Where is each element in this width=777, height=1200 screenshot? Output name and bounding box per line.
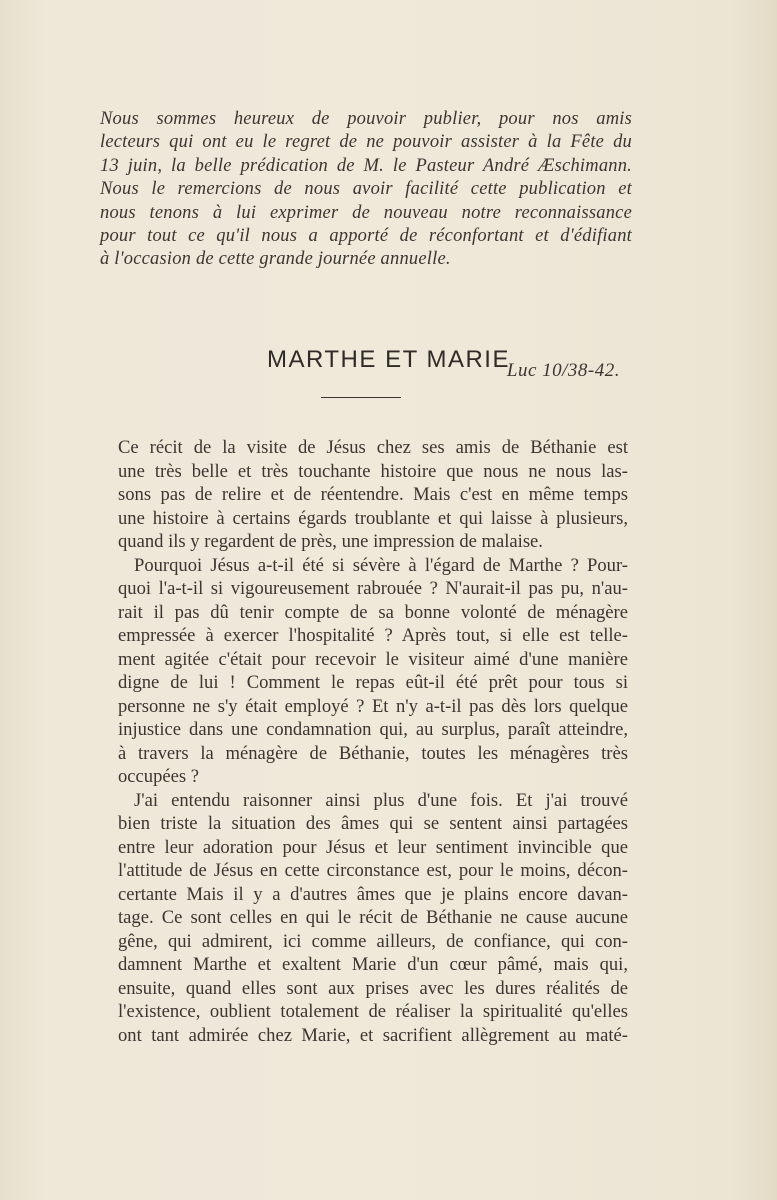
intro-line: Nous le remercions de nous avoir facilité cette publication et [100,179,632,200]
section-divider [321,397,401,398]
body-line: ont tant admirée chez Marie, et sacrifient allègrement au maté- [118,1024,628,1046]
sermon-body [118,436,628,1047]
body-line: quand ils y regardent de près, une impression de malaise. [118,531,543,552]
body-line: à travers la ménagère de Béthanie, toutes les ménagères très [118,742,628,764]
bible-reference: Luc 10/38-42. [506,360,620,381]
body-line: ensuite, quand elles sont aux prises avec les dures réalités de [118,977,628,999]
intro-line: à l'occasion de cette grande journée annuelle. [100,249,451,270]
intro-line: nous tenons à lui exprimer de nouveau notre reconnaissance [100,202,632,223]
body-line: l'attitude de Jésus en cette circonstance est, pour le moins, décon- [118,860,628,881]
body-line: digne de lui ! Comment le repas eût-il été prêt pour tous si [118,672,628,693]
body-line: quoi l'a-t-il si vigoureusement rabrouée ? N'aurait-il pas pu, n'au- [118,578,628,599]
body-line: personne ne s'y était employé ? Et n'y a-t-il pas dès lors quelque [118,695,628,717]
sermon-title: MARTHE ET MARIE [267,346,510,374]
intro-line: 13 juin, la belle prédication de M. le Pasteur André Æschimann. [100,155,632,176]
body-line: tage. Ce sont celles en qui le récit de Béthanie ne cause aucune [118,907,628,928]
intro-line: lecteurs qui ont eu le regret de ne pouvoir assister à la Fête du [100,132,632,153]
intro-note [100,108,632,272]
body-line: gêne, qui admirent, ici comme ailleurs, de confiance, qui con- [118,930,628,952]
intro-line: Nous sommes heureux de pouvoir publier, pour nos amis [100,109,632,129]
body-line: une histoire à certains égards troublante et qui laisse à plusieurs, [118,507,628,529]
body-line: rait il pas dû tenir compte de sa bonne volonté de ménagère [118,601,628,623]
body-line: l'existence, oublient totalement de réaliser la spiritualité qu'elles [118,1001,628,1022]
body-line: ment agitée c'était pour recevoir le visiteur aimé d'une manière [118,648,628,670]
body-line: occupées ? [118,766,200,787]
body-line: entre leur adoration pour Jésus et leur sentiment invincible que [118,836,628,858]
intro-line: pour tout ce qu'il nous a apporté de réconfortant et d'édifiant [100,226,632,247]
body-line: sons pas de relire et de réentendre. Mais c'est en même temps [118,484,628,505]
body-line: damnent Marthe et exaltent Marie d'un cœur pâmé, mais qui, [118,954,628,975]
body-line: empressée à exercer l'hospitalité ? Après tout, si elle est telle- [118,625,628,646]
body-line: une très belle et très touchante histoire que nous ne nous las- [118,460,628,482]
body-line: injustice dans une condamnation qui, au surplus, paraît atteindre, [118,719,628,740]
body-line: Pourquoi Jésus a-t-il été si sévère à l'égard de Marthe ? Pour- [134,554,628,576]
body-line: J'ai entendu raisonner ainsi plus d'une fois. Et j'ai trouvé [134,789,628,811]
body-line: bien triste la situation des âmes qui se sentent ainsi partagées [118,813,628,834]
body-line: Ce récit de la visite de Jésus chez ses amis de Béthanie est [118,437,628,458]
body-line: certante Mais il y a d'autres âmes que je plains encore davan- [118,883,628,905]
